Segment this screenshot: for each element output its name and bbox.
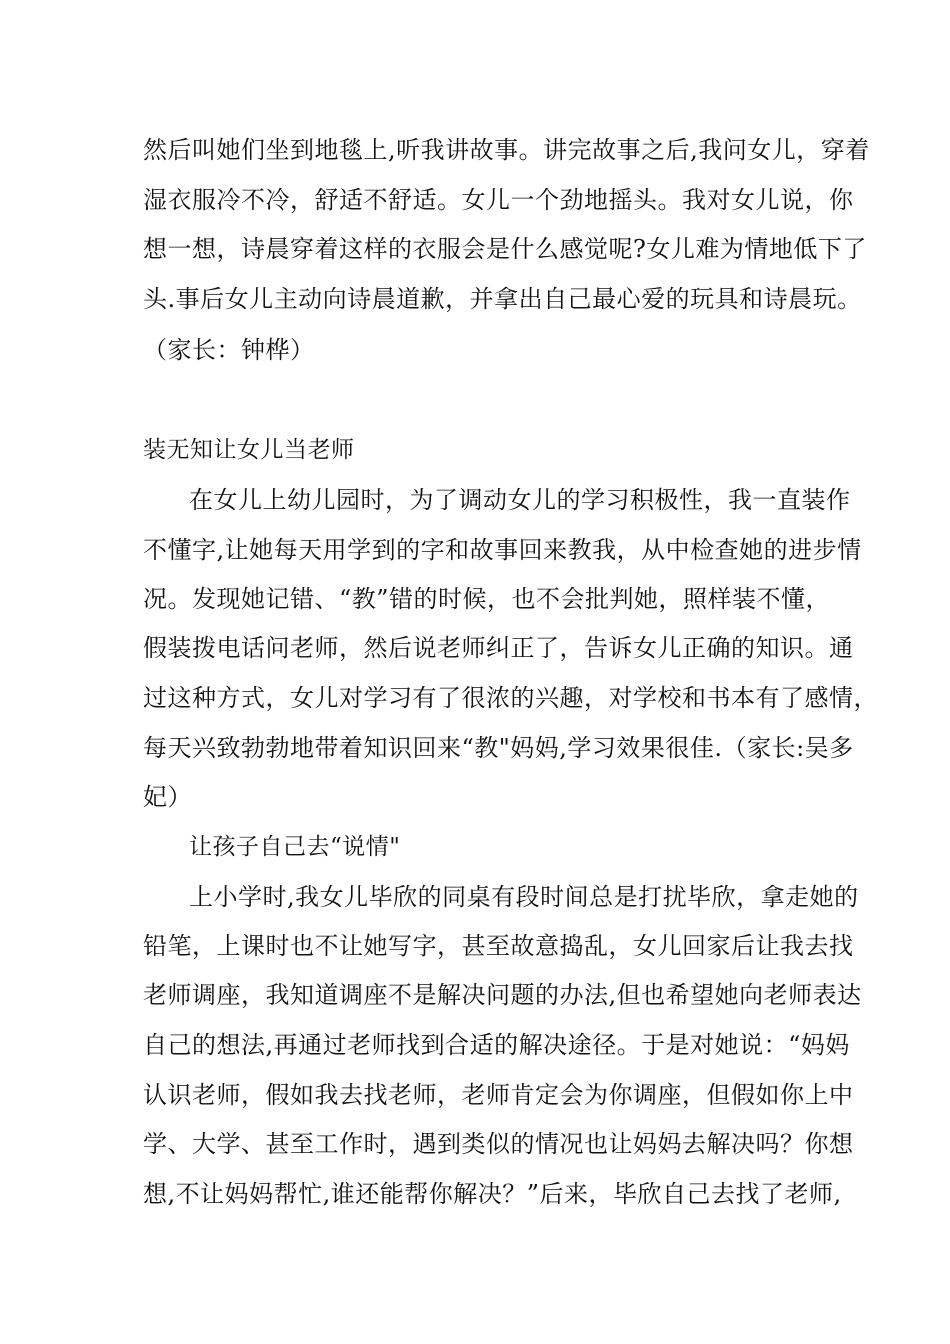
paragraph-3-line-4: 自己的想法,再通过老师找到合适的解决途径。于是对她说：“妈妈 <box>143 1031 850 1059</box>
section-heading-1: 装无知让女儿当老师 <box>143 437 355 463</box>
paragraph-3-line-3: 老师调座，我知道调座不是解决问题的办法,但也希望她向老师表达 <box>143 981 862 1009</box>
paragraph-1-line-3: 想一想，诗晨穿着这样的衣服会是什么感觉呢?女儿难为情地低下了 <box>143 235 867 263</box>
paragraph-2-line-7: 妃） <box>143 783 192 811</box>
paragraph-2-line-2: 不懂字,让她每天用学到的字和故事回来教我，从中检查她的进步情 <box>143 536 862 564</box>
paragraph-3-line-1: 上小学时,我女儿毕欣的同桌有段时间总是打扰毕欣，拿走她的 <box>189 883 859 911</box>
paragraph-2-line-6: 每天兴致勃勃地带着知识回来“教"妈妈,学习效果很佳.（家长:吴多 <box>143 734 854 762</box>
paragraph-3-line-6: 学、大学、甚至工作时，遇到类似的情况也让妈妈去解决吗？你想 <box>143 1130 854 1158</box>
section-heading-2: 让孩子自己去“说情" <box>189 834 401 860</box>
paragraph-1-attribution: （家长：钟桦） <box>143 336 315 364</box>
paragraph-3-line-5: 认识老师，假如我去找老师，老师肯定会为你调座，但假如你上中 <box>143 1081 854 1109</box>
paragraph-2-line-1: 在女儿上幼儿园时，为了调动女儿的学习积极性，我一直装作 <box>189 486 851 514</box>
paragraph-3-line-2: 铅笔，上课时也不让她写字，甚至故意捣乱，女儿回家后让我去找 <box>143 932 854 960</box>
paragraph-3-line-7: 想,不让妈妈帮忙,谁还能帮你解决？”后来，毕欣自己去找了老师, <box>143 1180 842 1208</box>
paragraph-2-line-3: 况。发现她记错、“教”错的时候，也不会批判她，照样装不懂， <box>143 585 831 613</box>
paragraph-1-line-1: 然后叫她们坐到地毯上,听我讲故事。讲完故事之后,我问女儿，穿着 <box>143 136 870 164</box>
paragraph-2-line-5: 过这种方式，女儿对学习有了很浓的兴趣，对学校和书本有了感情， <box>143 684 878 712</box>
paragraph-1-line-4: 头.事后女儿主动向诗晨道歉，并拿出自己最心爱的玩具和诗晨玩。 <box>143 285 862 313</box>
paragraph-2-line-4: 假装拨电话问老师，然后说老师纠正了，告诉女儿正确的知识。通 <box>143 634 854 662</box>
paragraph-1-line-2: 湿衣服冷不冷，舒适不舒适。女儿一个劲地摇头。我对女儿说，你 <box>143 186 854 214</box>
